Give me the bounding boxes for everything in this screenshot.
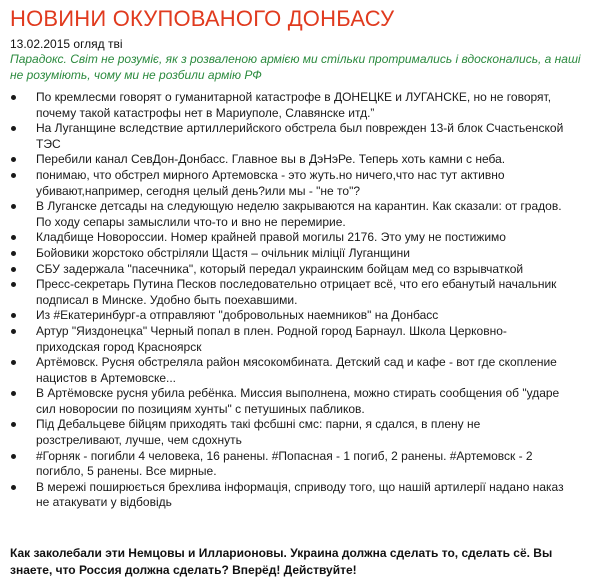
bullet-icon bbox=[11, 360, 16, 365]
news-text: В Артёмовске русня убила ребёнка. Миссия выполнена, можно стирать сообщения об "ударе сил новоросии по позициям хунты" с петушиных пабликов. bbox=[36, 386, 560, 416]
news-text: На Луганщине вследствие артиллерийского обстрела был поврежден 13-й блок Счастьенской ТЭС bbox=[36, 121, 564, 151]
paradox-note: Парадокс. Світ не розуміє, як з розваленою армією ми стільки протримались і вдосконались, а наші не розуміють, чому ми не розбили армію РФ bbox=[10, 52, 581, 82]
news-item bbox=[4, 449, 564, 480]
bullet-icon bbox=[11, 204, 16, 209]
news-item bbox=[4, 417, 564, 448]
news-text: Бойовики жорстоко обстріляли Щастя – очільник міліції Луганщини bbox=[36, 245, 410, 260]
bullet-icon bbox=[11, 126, 16, 131]
news-text: В Луганске детсады на следующую неделю закрываются на карантин. Как сказали: от градов. По ходу сепары замыслили что-то и вно не перемирие. bbox=[36, 199, 562, 229]
news-text: Из #Екатеринбург-а отправляют "добровольных наемников" на Донбасс bbox=[36, 308, 439, 323]
news-item bbox=[4, 199, 564, 230]
bullet-icon bbox=[11, 329, 16, 334]
news-item bbox=[4, 168, 564, 199]
news-text: Артёмовск. Русня обстреляла район мясокомбината. Детский сад и кафе - вот где скопление нацистов в Артемовске... bbox=[36, 355, 557, 385]
page-title: НОВИНИ ОКУПОВАНОГО ДОНБАСУ bbox=[10, 6, 395, 31]
bullet-icon bbox=[11, 422, 16, 427]
news-item bbox=[4, 230, 564, 246]
news-text: Кладбище Новороссии. Номер крайней правой могилы 2176. Это уму не постижимо bbox=[36, 230, 506, 245]
news-text: В мережі поширюється брехлива інформація, сприводу того, що нашій артилерії надано наказ не атакувати у відбовідь bbox=[36, 479, 564, 510]
news-item bbox=[4, 480, 564, 511]
news-item bbox=[4, 90, 564, 121]
bullet-icon bbox=[11, 251, 16, 256]
bullet-icon bbox=[11, 173, 16, 178]
bullet-icon bbox=[11, 454, 16, 459]
news-text: СБУ задержала "пасечника", который передал украинским бойцам мед со взрывчаткой bbox=[36, 261, 524, 276]
bullet-icon bbox=[11, 313, 16, 318]
news-text: По кремлесми говорят о гуманитарной катастрофе в ДОНЕЦКЕ и ЛУГАНСКЕ, но не говорят, почему такой катастрофы нет в Мариуполе, Славянске итд.” bbox=[36, 90, 552, 120]
news-text: Артур "Яиздонецка" Черный попал в плен. Родной город Барнаул. Школа Церковно-приходская город Красноярск bbox=[36, 323, 507, 354]
news-item bbox=[4, 121, 564, 152]
news-text: Пресс-секретарь Путина Песков последовательно отрицает всё, что его ебанутый начальник подписал в Минске. Удобно быть поехавшими. bbox=[36, 277, 557, 307]
news-item bbox=[4, 324, 564, 355]
news-text: Перебили канал СевДон-Донбасс. Главное вы в ДэНэРе. Теперь хоть камни с неба. bbox=[36, 152, 506, 167]
news-item bbox=[4, 277, 564, 308]
bullet-icon bbox=[11, 267, 16, 272]
news-item bbox=[4, 152, 564, 168]
bullet-icon bbox=[11, 391, 16, 396]
news-item bbox=[4, 308, 564, 324]
bullet-icon bbox=[11, 95, 16, 100]
news-text: Під Дебальцеве бійцям приходять такі фсбшні смс: парни, я сдался, в плену не розстреливают, лучше, чем сдохнуть bbox=[36, 417, 481, 448]
dateline: 13.02.2015 огляд тві bbox=[10, 37, 123, 51]
news-item bbox=[4, 355, 564, 386]
news-list bbox=[4, 90, 564, 511]
news-text: понимаю, что обстрел мирного Артемовска - это жуть.но ничего,что нас тут активно убивают,например, сегодня целый день?или мы - "не то"? bbox=[36, 167, 505, 198]
news-item bbox=[4, 386, 564, 417]
bullet-icon bbox=[11, 485, 16, 490]
news-text: #Горняк - погибли 4 человека, 16 ранены. #Попасная - 1 погиб, 2 ранены. #Артемовск - 2 погибло, 5 ранены. Все мирные. bbox=[36, 448, 533, 479]
bullet-icon bbox=[11, 282, 16, 287]
news-item bbox=[4, 246, 564, 262]
subheader bbox=[10, 37, 585, 83]
bullet-icon bbox=[11, 235, 16, 240]
news-item bbox=[4, 262, 564, 278]
bullet-icon bbox=[11, 157, 16, 162]
closing-statement: Как заколебали эти Немцовы и Илларионовы. Украина должна сделать то, сделать сё. Вы знаете, что Россия должна сделать? Вперёд! Действуйте! bbox=[10, 546, 553, 577]
